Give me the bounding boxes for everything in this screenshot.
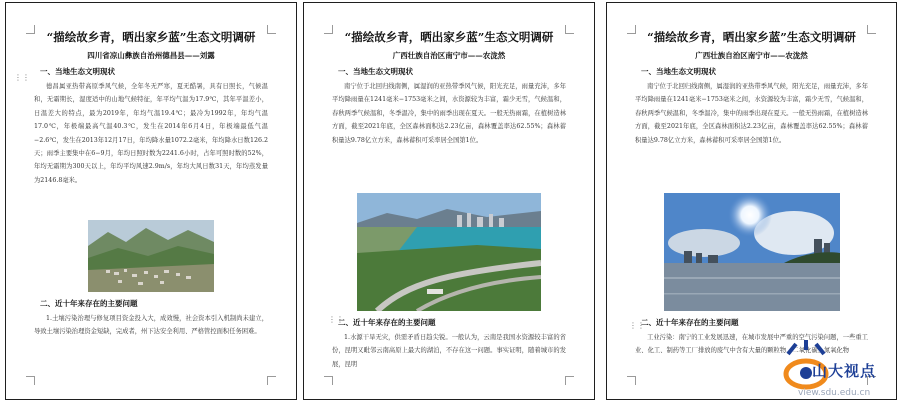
section-heading: 一、当地生态文明现状 <box>40 67 115 76</box>
photo-city-lake-highway <box>357 193 541 311</box>
section-paragraph: 德昌属亚热带高原季风气候，全年冬无严寒，夏无酷暑，具有日照长，气候温和，无霜期长，湿度适中的山地气候特征，年平均气温为17.9℃，其年平温差小，日温差大的特点，最为2019年，年均气温19.4℃；最冷为1992年，年均气温17.0℃，年极端最高气温40.3℃，发生在2014年6月4日，年极端最低气温−2.6℃，发生在2013年12月17日，年均降水量1072.2毫米，年均降水日数126.2天；雨季主要集中在6−9月，年均日照时数为2241.6小时，占年可照时数的52%，年均无霜期为300天以上，年均平均风速2.9m/s，年均大风日数31天，年均蒸发量为2146.8毫米。 <box>34 83 268 184</box>
margin-corner-mark <box>267 376 276 385</box>
watermark-logo-url: view.sdu.edu.cn <box>798 388 871 398</box>
page-subtitle: 广西壮族自治区南宁市——农泷然 <box>392 51 506 60</box>
section-paragraph: 工业污染：南宁的工业发展迅速，在城市发展中严重的空气污染问题，一些重工业、化工、制药等工厂排放的废气中含有大量的颗粒物、二氧化碳、氮氧化物 <box>635 334 868 355</box>
paragraph-anchor-icon: ⋮⋮ <box>328 315 344 324</box>
photo-mountain-valley-town <box>88 220 214 292</box>
margin-corner-mark <box>867 25 876 34</box>
paragraph-anchor-icon: ⋮⋮ <box>14 73 30 82</box>
photo-lake-sun-skyline <box>664 193 840 311</box>
section-paragraph: 南宁位于北回归线南侧，属湿润的亚热带季风气候，阳光充足，雨量充沛，多年平均降雨量在1241毫米−1753毫米之间，水资源较为丰富，霜少无雪，气候温和，春秋两季气候温和，冬季温冷，集中的雨季出现在夏天。一般无热雨霜，在植树造林方面，截至2021年底，全区森林面积达2.23亿亩，森林覆盖率达62.55%；森林蓄积量达9.78亿立方米，森林蓄积可采率居全国第1位。 <box>635 83 868 144</box>
section-paragraph: 1.土壤污染治理与修复项目资金投入大，成效慢，社会资本引入机制尚未建立，导致土壤污染治理资金短缺，完成者，州下达安全利用、严格管控面积任务困难。 <box>34 315 268 336</box>
section-paragraph: 南宁位于北回归线南侧，属湿润的亚热带季风气候，阳光充足，雨量充沛，多年平均降雨量在1241毫米−1753毫米之间，水资源较为丰富，霜少无雪，气候温和，春秋两季气候温和，冬季温冷，集中的雨季出现在夏天。一般无热雨霜，在植树造林方面，截至2021年底，全区森林面积达2.23亿亩，森林覆盖率达62.55%；森林蓄积量达9.78亿立方米，森林蓄积可采率居全国第1位。 <box>332 83 566 144</box>
document-page-2 <box>303 2 595 400</box>
section-heading: 一、当地生态文明现状 <box>338 67 413 76</box>
paragraph-anchor-icon: ⋮⋮ <box>629 321 645 330</box>
page-title: “描绘故乡青，晒出家乡蓝”生态文明调研 <box>344 30 554 44</box>
margin-corner-mark <box>565 25 574 34</box>
margin-corner-mark <box>267 25 276 34</box>
watermark-logo-text: 山大视点 <box>812 362 877 380</box>
section-heading: 二、近十年来存在的主要问题 <box>641 318 739 327</box>
section-heading: 一、当地生态文明现状 <box>641 67 716 76</box>
page-subtitle: 四川省凉山彝族自治州德昌县——刘露 <box>87 51 215 60</box>
page-subtitle: 广西壮族自治区南宁市——农泷然 <box>695 51 808 60</box>
document-page-1 <box>5 2 297 400</box>
section-paragraph: 1.水源干旱无灾，供需矛盾日趋尖锐。一般认为，云南是我国水资源较丰富的省份，昆明又毗邻云南高原上最大的湖泊，不存在这一问题。事实证明，随着城市的发展，昆明 <box>332 334 566 368</box>
page-title: “描绘故乡青，晒出家乡蓝”生态文明调研 <box>46 30 256 44</box>
section-heading: 二、近十年来存在的主要问题 <box>338 318 436 327</box>
margin-corner-mark <box>565 376 574 385</box>
section-heading: 二、近十年来存在的主要问题 <box>40 299 138 308</box>
page-title: “描绘故乡青，晒出家乡蓝”生态文明调研 <box>647 30 856 44</box>
